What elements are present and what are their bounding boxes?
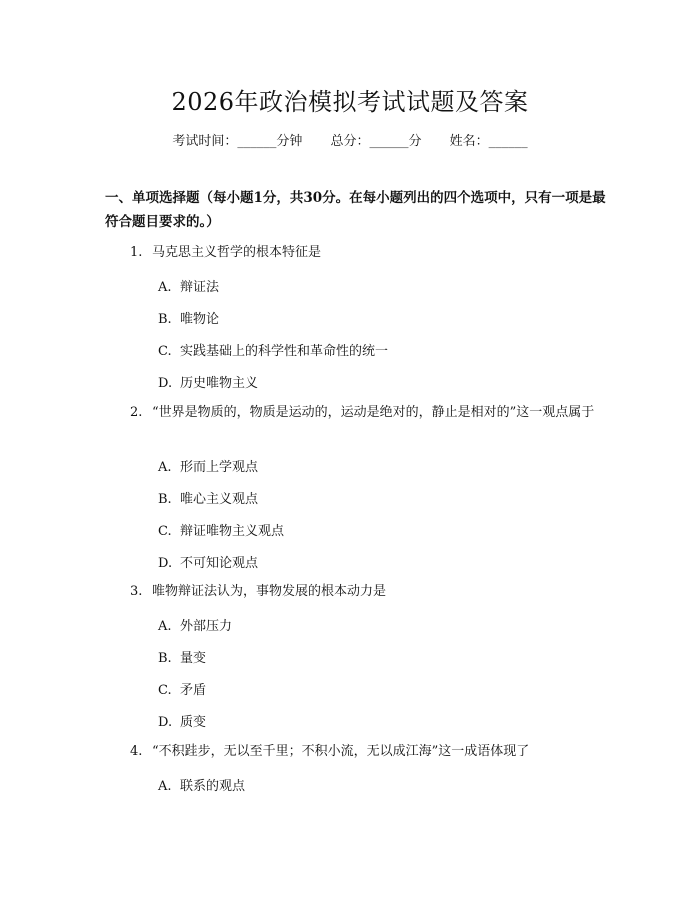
option-text: 联系的观点 <box>180 779 246 794</box>
option-text: 不可知论观点 <box>180 556 259 571</box>
option-text: 历史唯物主义 <box>180 376 259 391</box>
question-4 <box>105 740 600 764</box>
option-letter: C. <box>158 524 172 539</box>
option-text: 唯心主义观点 <box>180 492 259 507</box>
question-text: 唯物辩证法认为，事物发展的根本动力是 <box>152 584 387 599</box>
option-text: 实践基础上的科学性和革命性的统一 <box>180 344 389 359</box>
option-letter: A. <box>158 619 172 634</box>
question-2 <box>105 401 600 425</box>
option-letter: A. <box>158 280 172 295</box>
option-1c <box>158 340 388 359</box>
option-text: 辩证唯物主义观点 <box>180 524 285 539</box>
option-4a <box>158 775 245 794</box>
option-text: 外部压力 <box>180 619 233 634</box>
question-number: 3. <box>130 584 143 599</box>
option-1a <box>158 276 219 295</box>
question-1 <box>105 241 600 265</box>
option-3a <box>158 615 232 634</box>
option-3b <box>158 647 206 666</box>
option-text: 辩证法 <box>180 280 220 295</box>
option-3d <box>158 711 206 730</box>
question-3 <box>105 580 600 604</box>
option-text: 唯物论 <box>180 312 220 327</box>
option-letter: D. <box>158 715 173 730</box>
option-letter: C. <box>158 683 172 698</box>
option-letter: B. <box>158 651 172 666</box>
student-name-field: 姓名：______ <box>449 134 528 149</box>
option-letter: A. <box>158 779 172 794</box>
question-text: “世界是物质的，物质是运动的，运动是绝对的，静止是相对的”这一观点属于 <box>152 405 595 420</box>
option-text: 量变 <box>180 651 207 666</box>
option-letter: C. <box>158 344 172 359</box>
option-letter: B. <box>158 492 172 507</box>
option-text: 矛盾 <box>180 683 207 698</box>
option-3c <box>158 679 206 698</box>
section-heading: 一、单项选择题（每小题1分，共30分。在每小题列出的四个选项中，只有一项是最符合题目要求的。） <box>105 190 606 230</box>
option-letter: B. <box>158 312 172 327</box>
option-2c <box>158 520 284 539</box>
option-1b <box>158 308 219 327</box>
option-letter: D. <box>158 556 173 571</box>
option-letter: A. <box>158 460 172 475</box>
option-text: 形而上学观点 <box>180 460 259 475</box>
exam-info-line <box>0 130 700 149</box>
question-number: 1. <box>130 245 143 260</box>
option-1d <box>158 372 258 391</box>
question-text: 马克思主义哲学的根本特征是 <box>152 245 322 260</box>
exam-time-field: 考试时间：______分钟 <box>172 134 303 149</box>
option-2a <box>158 456 258 475</box>
question-number: 2. <box>130 405 143 420</box>
total-score-field: 总分：______分 <box>330 134 422 149</box>
page-title: 2026年政治模拟考试试题及答案 <box>171 88 529 116</box>
option-2d <box>158 552 258 571</box>
question-number: 4. <box>130 744 143 759</box>
option-text: 质变 <box>180 715 207 730</box>
option-2b <box>158 488 258 507</box>
question-text: “不积跬步，无以至千里；不积小流，无以成江海”这一成语体现了 <box>152 744 530 759</box>
option-letter: D. <box>158 376 173 391</box>
